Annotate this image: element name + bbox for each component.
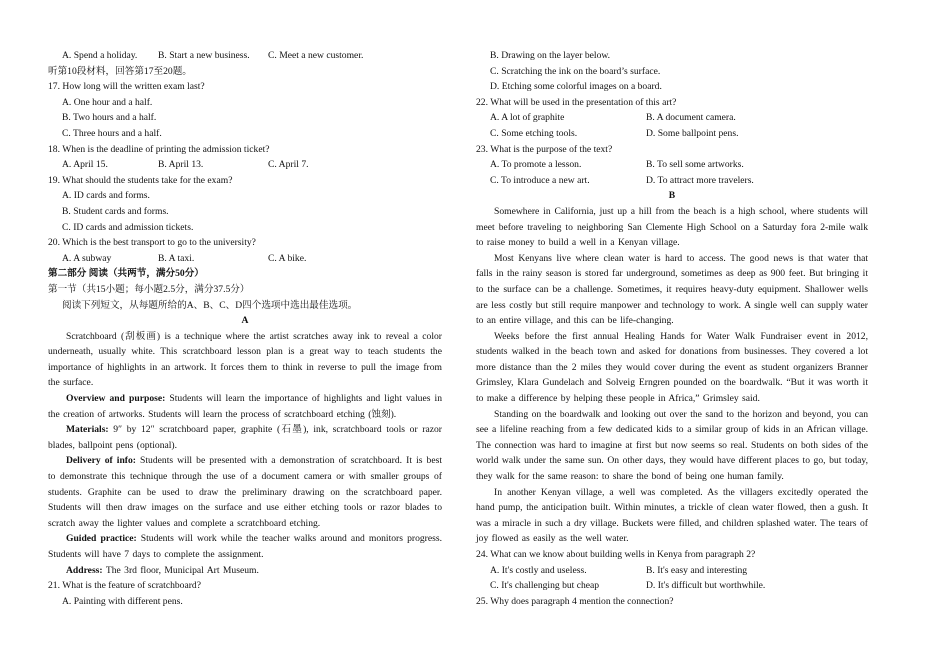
q20-option-c: C. A bike. (268, 252, 307, 264)
q18-option-a: A. April 15. (62, 159, 108, 171)
q16-option-c: C. Meet a new customer. (268, 50, 364, 61)
passage-a-intro: Scratchboard (刮板画) is a technique where the artist scratches away ink to reveal a color underneath, usually white. This scratchboard lesson plan is a great way to teach students the importance of highlights in an artwork. It forces them to think in reverse to pull the image from the surface. (48, 330, 442, 389)
guided-label: Guided practice: (66, 533, 137, 545)
q23-option-c: C. To introduce a new art. (490, 174, 590, 186)
q19-stem: 19. What should the students take for the exam? (48, 174, 233, 186)
q24-option-a: A. It's costly and useless. (490, 564, 587, 576)
delivery-label: Delivery of info: (66, 455, 136, 467)
q25-stem: 25. Why does paragraph 4 mention the connection? (476, 595, 674, 607)
q24-options-cd (476, 578, 868, 594)
q17-stem: 17. How long will the written exam last? (48, 81, 205, 93)
guided-text: Students will work while the teacher walks around and monitors progress. Students will have 7 days to complete the assignment. (48, 533, 442, 560)
listen-instruction: 听第10段材料，回答第17至20题。 (48, 65, 192, 77)
left-column (48, 48, 442, 609)
q22-options-ab (476, 110, 868, 126)
materials-paragraph (48, 422, 442, 453)
q23-option-a: A. To promote a lesson. (490, 159, 582, 171)
reading-instruction: 阅读下列短文，从每题所给的A、B、C、D四个选项中选出最佳选项。 (62, 299, 358, 311)
q21-option-b: B. Drawing on the layer below. (490, 50, 611, 61)
delivery-text: Students will be presented with a demonstration of scratchboard. It is best to demonstrate this technique through the use of a document camera or with smaller groups of students. Graphite can be used to draw the preliminary drawing on the scratchboard paper. Students will then draw images on the surface and use either etching tools or razor blades to scratch away the lighter values and complete a scratchboard etching. (48, 455, 442, 529)
passage-a-label: A (241, 315, 249, 327)
passage-b-paragraph-1: Somewhere in California, just up a hill from the beach is a high school, where students will meet before traveling to neighboring San Clemente High School on a Saturday fora 2-mile walk to raise money to build a well in a Kenyan village. (476, 205, 868, 249)
q20-option-b: B. A taxi. (158, 252, 195, 264)
q22-options-cd (476, 126, 868, 142)
q16-options (48, 48, 442, 64)
q21-option-c: C. Scratching the ink on the board’s surface. (490, 65, 661, 77)
q22-option-d: D. Some ballpoint pens. (646, 127, 739, 139)
q19-option-c: C. ID cards and admission tickets. (62, 221, 194, 233)
q17-option-c: C. Three hours and a half. (62, 127, 162, 139)
q23-options-ab (476, 157, 868, 173)
q24-option-b: B. It's easy and interesting (646, 564, 748, 576)
q21-option-d: D. Etching some colorful images on a board. (490, 81, 662, 93)
q22-stem: 22. What will be used in the presentation of this art? (476, 96, 677, 108)
q22-option-c: C. Some etching tools. (490, 127, 578, 139)
overview-text: Students will learn the importance of highlights and light values in the creation of artworks. Students will learn the process of scratchboard etching (蚀刻). (48, 393, 442, 420)
passage-b-paragraph-2: Most Kenyans live where clean water is hard to access. The good news is that water that falls in the rainy season is stored far underground, sometimes as deep as 900 feet. But bringing it to the surface can be a challenge. Sometimes, it requires heavy-duty equipment. Shallower wells are less costly but still require manpower and technology to work. A single well can supply water to an entire village, and this can be life-changing. (476, 252, 868, 327)
q23-option-b: B. To sell some artworks. (646, 159, 744, 171)
materials-label: Materials: (66, 424, 109, 436)
q18-option-c: C. April 7. (268, 159, 309, 171)
q21-stem: 21. What is the feature of scratchboard? (48, 580, 201, 592)
q24-stem: 24. What can we know about building wells in Kenya from paragraph 2? (476, 549, 756, 560)
materials-text: 9″ by 12″ scratchboard paper, graphite (石墨), ink, scratchboard tools or razor blades, ballpoint pens (optional). (48, 424, 442, 451)
q24-options-ab (476, 563, 868, 579)
right-column (476, 48, 868, 609)
address-text: The 3rd floor, Municipal Art Museum. (102, 564, 259, 576)
q18-options (48, 157, 442, 173)
passage-b-paragraph-4: Standing on the boardwalk and looking out over the sand to the horizon and beyond, you can see a lifeline reaching from a few dedicated kids to a similar group of kids in an African village. The connection was hard to imagine at first but now seems so real. Students on both sides of the world walk under the same sun. On other days, they would have different places to go, but today, they walk for the same reason: to share the bond of being one human family. (476, 408, 868, 483)
q23-options-cd (476, 173, 868, 189)
q17-option-b: B. Two hours and a half. (62, 112, 157, 124)
q24-option-d: D. It's difficult but worthwhile. (646, 580, 766, 592)
q19-option-b: B. Student cards and forms. (62, 205, 169, 217)
q22-option-a: A. A lot of graphite (490, 112, 565, 124)
q23-option-d: D. To attract more travelers. (646, 174, 754, 186)
overview-paragraph (48, 391, 442, 422)
q18-stem: 18. When is the deadline of printing the admission ticket? (48, 143, 270, 155)
address-paragraph (48, 563, 442, 579)
q21-option-a: A. Painting with different pens. (62, 595, 183, 607)
section1-title: 第一节（共15小题；每小题2.5分，满分37.5分） (48, 283, 250, 295)
q16-option-a: A. Spend a holiday. (62, 50, 138, 61)
q22-option-b: B. A document camera. (646, 112, 736, 124)
overview-label: Overview and purpose: (66, 393, 166, 405)
address-label: Address: (66, 564, 103, 576)
q18-option-b: B. April 13. (158, 159, 204, 171)
q20-option-a: A. A subway (62, 252, 112, 264)
passage-b-label: B (668, 190, 676, 202)
passage-b-paragraph-5: In another Kenyan village, a well was completed. As the villagers excitedly operated the hand pump, the anticipation built. Within minutes, a trickle of clean water flowed, then a gush. It was a miracle in such a dry village. Buckets were filled, and children splashed water. The tears of joy flowed as easily as the well water. (476, 486, 868, 545)
q17-option-a: A. One hour and a half. (62, 96, 153, 108)
passage-b-paragraph-3: Weeks before the first annual Healing Hands for Water Walk Fundraiser event in 2012, students walked in the beach town and asked for donations from businesses. They covered a lot more distance than the 2 miles they would cover during the event as student organizers Branner Grimsley, Klara Gundelach and Solveig Erngren pounded on the boardwalk. “But it was worth it to make a difference by helping these people in Africa,” Grimsley said. (476, 330, 868, 405)
delivery-paragraph (48, 453, 442, 531)
part2-title: 第二部分 阅读（共两节，满分50分） (48, 268, 204, 280)
q19-option-a: A. ID cards and forms. (62, 190, 150, 202)
guided-paragraph (48, 531, 442, 562)
q20-stem: 20. Which is the best transport to go to the university? (48, 237, 256, 249)
q23-stem: 23. What is the purpose of the text? (476, 143, 613, 155)
q16-option-b: B. Start a new business. (158, 50, 250, 61)
q24-option-c: C. It's challenging but cheap (490, 580, 600, 592)
q20-options (48, 251, 442, 267)
